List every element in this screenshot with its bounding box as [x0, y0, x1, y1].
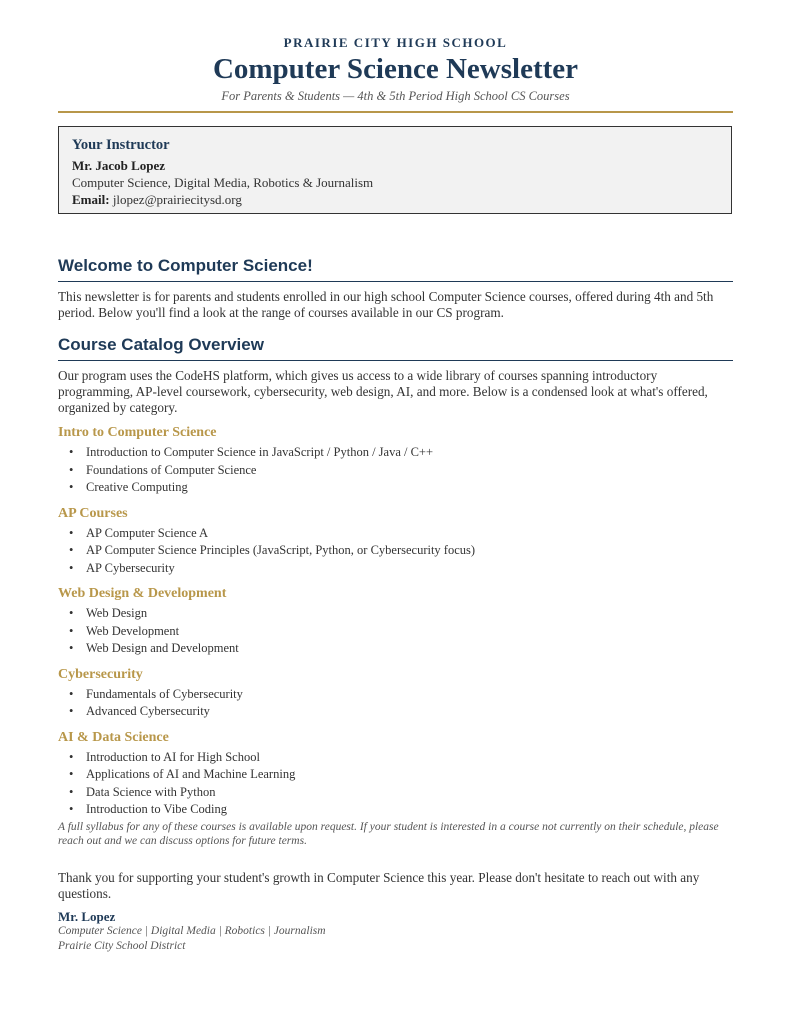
newsletter-content: [58, 256, 733, 954]
course-item: • Applications of AI and Machine Learning: [86, 766, 733, 784]
instructor-subjects: Computer Science, Digital Media, Robotics & Journalism: [72, 175, 374, 190]
course-item: • Foundations of Computer Science: [86, 462, 733, 480]
instructor-email[interactable]: jlopez@prairiecitysd.org: [112, 192, 242, 207]
course-item: • Advanced Cybersecurity: [86, 703, 733, 721]
welcome-text: This newsletter is for parents and students enrolled in our high school Computer Science courses, offered during 4th and 5th period. Below you'll find a look at the range of courses available in our CS program.: [58, 289, 714, 320]
course-item: • AP Computer Science A: [86, 525, 733, 543]
welcome-heading: Welcome to Computer Science!: [58, 256, 733, 282]
category-heading: Cybersecurity: [58, 666, 143, 682]
signature-name: Mr. Lopez: [58, 908, 116, 924]
newsletter-header: [0, 0, 791, 104]
closing-text: Thank you for supporting your student's growth in Computer Science this year. Please don't hesitate to reach out with any questions.: [58, 869, 700, 901]
course-list: [58, 525, 733, 578]
instructor-label: Your Instructor: [72, 137, 170, 153]
course-item: • AP Computer Science Principles (JavaScript, Python, or Cybersecurity focus): [86, 542, 733, 560]
category-heading: Web Design & Development: [58, 586, 227, 601]
instructor-name: Mr. Jacob Lopez: [72, 158, 166, 173]
course-item: • Introduction to AI for High School: [86, 749, 733, 767]
course-item: • Web Development: [86, 623, 733, 641]
course-item: • Web Design and Development: [86, 640, 733, 658]
category-web-design: [58, 585, 733, 658]
catalog-intro: Our program uses the CodeHS platform, which gives us access to a wide library of courses spanning introductory programming, AP-level coursework, cybersecurity, web design, AI, and more. Below is a condensed look at what's offered, organized by category.: [58, 368, 708, 415]
category-ai-data-science: [58, 729, 733, 819]
course-list: [58, 444, 733, 497]
course-list: [58, 749, 733, 819]
course-list: [58, 686, 733, 721]
email-label: Email:: [72, 192, 110, 207]
instructor-box: [58, 126, 732, 214]
course-item: • AP Cybersecurity: [86, 560, 733, 578]
course-item: • Creative Computing: [86, 479, 733, 497]
course-item: • Fundamentals of Cybersecurity: [86, 686, 733, 704]
category-cybersecurity: [58, 666, 733, 721]
category-heading: AI & Data Science: [58, 729, 169, 745]
newsletter-title: Computer Science Newsletter: [212, 53, 579, 85]
category-heading: Intro to Computer Science: [58, 425, 217, 440]
syllabus-note: A full syllabus for any of these courses is available upon request. If your student is interested in a course not currently on their schedule, please reach out and we can discuss options for future terms.: [58, 820, 719, 847]
catalog-heading: Course Catalog Overview: [58, 335, 733, 361]
course-item: • Introduction to Computer Science in JavaScript / Python / Java / C++: [86, 444, 733, 462]
header-divider: [58, 111, 733, 113]
course-item: • Introduction to Vibe Coding: [86, 801, 733, 819]
course-item: • Web Design: [86, 605, 733, 623]
category-heading: AP Courses: [58, 505, 128, 521]
school-name: PRAIRIE CITY HIGH SCHOOL: [283, 35, 508, 50]
signature-district: Prairie City School District: [58, 939, 186, 952]
instructor-email-row: [72, 191, 718, 208]
signature-subjects: Computer Science | Digital Media | Robotics | Journalism: [58, 924, 326, 937]
course-item: • Data Science with Python: [86, 784, 733, 802]
course-list: [58, 605, 733, 658]
category-ap-courses: [58, 505, 733, 578]
category-intro-cs: [58, 424, 733, 497]
newsletter-subtitle: For Parents & Students — 4th & 5th Period High School CS Courses: [221, 89, 570, 103]
